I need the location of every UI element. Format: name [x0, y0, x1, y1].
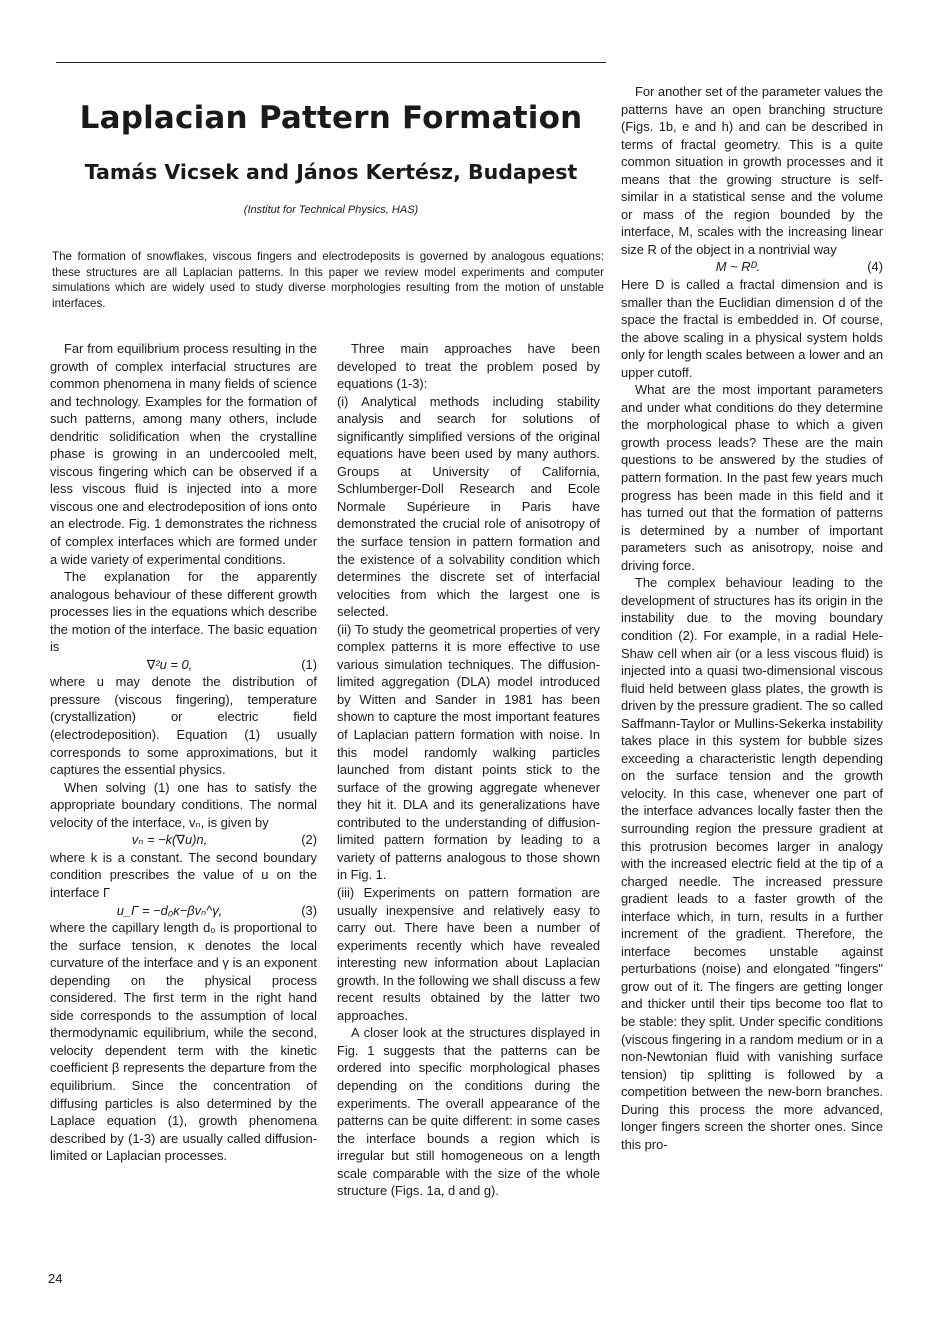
paragraph: For another set of the parameter values the patterns have an open branching structure (Figs. 1b, e and h) and can be described in terms of fractal geometry. This is a quite common situation in growth processes and it means that the growing structure is self-similar in a statistical sense and the volume or mass of the region bounded by the interface, M, scales with the increasing linear size R of the object in a nontrivial way	[621, 84, 883, 257]
paragraph: where k is a constant. The second boundary condition prescribes the value of u on the interface Γ	[50, 849, 317, 900]
text-column-1	[50, 340, 317, 1165]
author-affiliation: (Institut for Technical Physics, HAS)	[243, 204, 419, 216]
equation-2	[50, 831, 317, 849]
paragraph: The explanation for the apparently analogous behaviour of these different growth processes lies in the equations which describe the motion of the interface. The basic equation is	[50, 569, 317, 655]
page-number: 24	[48, 1271, 63, 1286]
equation-body: u_Γ = −d₀κ−βvₙ^γ,	[116, 902, 223, 918]
equation-number: (4)	[867, 259, 883, 275]
paragraph: Here D is called a fractal dimension and is smaller than the Euclidian dimension d of the space the fractal is embedded in. Of course, the above scaling in a physical system holds only for length scales between a lower and an upper cutoff.	[621, 277, 883, 380]
article-authors: Tamás Vicsek and János Kertész, Budapest	[84, 160, 578, 184]
paragraph: Three main approaches have been developed to treat the problem posed by equations (1-3):	[337, 341, 600, 392]
paragraph: What are the most important parameters and under what conditions do they determine the morphological phase to which a given growth process leads? These are the main questions to be answered by the studies of pattern formation. In the past few years much progress has been made in this field and it has turned out that the formation of patterns is determined by a number of important parameters such as anisotropy, noise and driving force.	[621, 382, 883, 573]
paragraph: (i) Analytical methods including stability analysis and search for solutions of significantly simplified versions of the original equations have been used by many authors. Groups at University of California, Schlumberger-Doll Research and Ecole Normale Supérieure in Paris have demonstrated the crucial role of anisotropy of the surface tension in pattern formation and the existence of a solvability condition which determines the discrete set of interfacial velocities from which the largest one is selected.	[337, 393, 600, 620]
article-title: Laplacian Pattern Formation	[79, 100, 583, 136]
equation-body: vₙ = −k(∇u)n,	[131, 832, 208, 848]
header-rule	[56, 62, 606, 63]
paragraph: When solving (1) one has to satisfy the appropriate boundary conditions. The normal velocity of the interface, vₙ, is given by	[50, 779, 317, 830]
equation-4	[621, 258, 883, 276]
equation-1	[50, 656, 317, 674]
paragraph: The complex behaviour leading to the development of structures has its origin in the instability due to the moving boundary condition (2). For example, in a radial Hele-Shaw cell when air (or a less viscous fluid) is injected into a quasi two-dimensional viscous fluid held between glass plates, the growth is driven by the pressure gradient. The so called Saffmann-Taylor or Mullins-Sekerka instability takes place in this system for bubble sizes exceeding a characteristic length depending on the surface tension and the growth velocity. In this case, whenever one part of the interface advances locally faster then the surrounding region the pressure gradient at this protrusion becomes larger in analogy with the increased electric field at the tip of a charged needle. The increased pressure gradient leads to a faster growth of the interface which, in turn, results in a further increment of the gradient. Therefore, the interface becomes unstable against perturbations (noise) and elongated "fingers" grow out of it. The fingers are getting longer and thicker until their tips become too flat to be stable: they split. Under specific conditions (viscous fingering in a random medium or in a non-Newtonian fluid with vanishing surface tension) tip splitting is followed by a competition between the new-born branches. During this process the more advanced, longer fingers screen the shorter ones. Since this pro-	[621, 575, 883, 1152]
equation-number: (1)	[301, 656, 317, 672]
equation-3	[50, 902, 317, 920]
paragraph: (iii) Experiments on pattern formation are usually inexpensive and relatively easy to carry out. There have been a number of experiments recently which have revealed interesting new information about Laplacian growth. In the following we shall discuss a few recent results obtained by the latter two approaches.	[337, 884, 600, 1023]
text-column-2	[337, 340, 600, 1200]
paragraph: where the capillary length d₀ is proportional to the surface tension, κ denotes the local curvature of the interface and γ is an exponent depending on the physical process considered. The first term in the right hand side corresponds to the assumption of local thermodynamic equilibrium, while the second, velocity dependent term with the kinetic coefficient β represents the departure from the equilibrium. Since the concentration of diffusing particles is also determined by the Laplace equation (1), growth phenomena described by (1-3) are usually called diffusion-limited or Laplacian processes.	[50, 920, 317, 1164]
equation-body: ∇²u = 0,	[146, 656, 193, 672]
abstract: The formation of snowflakes, viscous fingers and electrodeposits is governed by analogous equations: these structures are all Laplacian patterns. In this paper we review model experiments and computer simulations which are widely used to study diverse morphologies resulting from the motion of unstable interfaces.	[52, 250, 604, 310]
paragraph: A closer look at the structures displayed in Fig. 1 suggests that the patterns can be ordered into specific morphological phases depending on the conditions during the experiments. The overall appearance of the patterns can be quite different: in some cases the interface bounds a region which is irregular but still homogeneous on a length scale comparable with the size of the whole structure (Figs. 1a, d and g).	[337, 1025, 600, 1199]
paragraph: Far from equilibrium process resulting in the growth of complex interfacial structures are common phenomena in many fields of science and technology. Examples for the formation of such patterns, among many others, include dendritic solidification when the crystalline phase is growing in an undercooled melt, viscous fingering which can be observed if a less viscous fluid is injected into a more viscous one and electrodeposition of ions onto an electrode. Fig. 1 demonstrates the richness of complex interfaces which are formed under a wide variety of experimental conditions.	[50, 341, 317, 567]
equation-number: (3)	[301, 902, 317, 918]
equation-body: M ~ Rᴰ.	[715, 259, 761, 275]
paragraph: where u may denote the distribution of pressure (viscous fingering), temperature (crystallization) or electric field (electrodeposition). Equation (1) usually corresponds to some approximations, but it captures the essential physics.	[50, 674, 317, 778]
paragraph: (ii) To study the geometrical properties of very complex patterns it is more effective to use various simulation techniques. The diffusion-limited aggregation (DLA) model introduced by Witten and Sander in 1981 has been shown to capture the most important features of Laplacian pattern formation with noise. In this model randomly walking particles launched from distant points stick to the surface of the growing aggregate whenever they hit it. DLA and its generalizations have contributed to the understanding of diffusion-limited pattern formation by leading to a variety of patterns analogous to those shown in Fig. 1.	[337, 621, 600, 883]
text-column-3	[621, 83, 883, 1153]
equation-number: (2)	[301, 832, 317, 848]
